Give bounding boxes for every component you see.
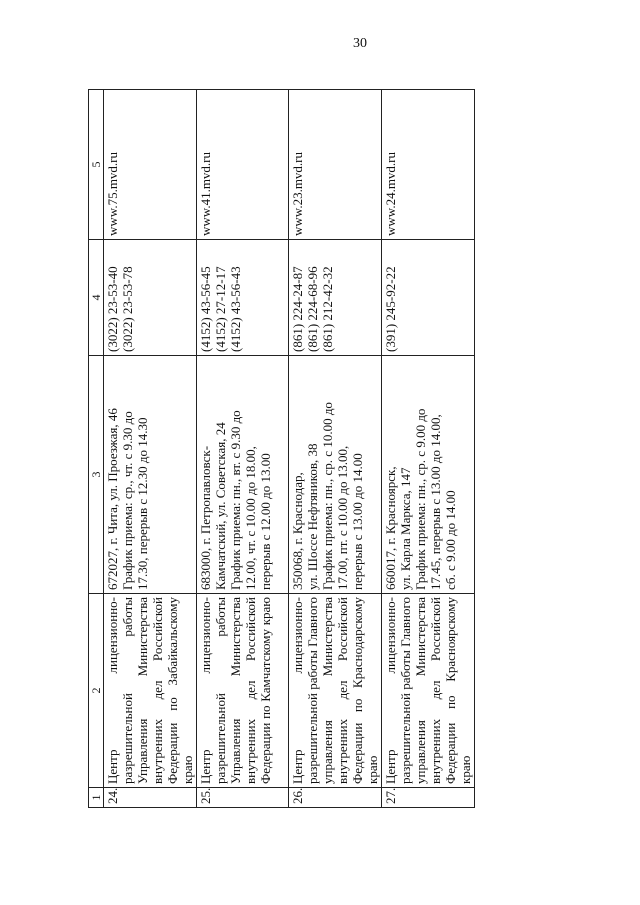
website-link[interactable]: www.24.mvd.ru <box>382 90 475 240</box>
address-line: сб. с 9.00 до 14.00 <box>443 490 458 590</box>
header-cell: 4 <box>89 240 104 356</box>
address-line: 12.00, чт. с 10.00 до 18.00, <box>243 446 258 590</box>
center-name: Центр лицензионно-разрешительной работы Управления Министерства внутренних дел Российской Федерации по Камчатскому краю <box>197 594 289 788</box>
phones <box>382 240 475 356</box>
website-link[interactable]: www.23.mvd.ru <box>289 90 382 240</box>
center-name: Центр лицензионно-разрешительной работы Главного управления Министерства внутренних дел Российской Федерации по Краснодарскому краю <box>289 594 382 788</box>
phone-number: (3022) 23-53-40 <box>105 266 120 352</box>
phones <box>289 240 382 356</box>
table-row <box>382 90 475 808</box>
phones <box>197 240 289 356</box>
address-schedule <box>289 356 382 594</box>
address-line: Камчатский, ул. Советская, 24 <box>213 422 228 590</box>
phone-number: (861) 224-68-96 <box>305 266 320 352</box>
header-cell: 2 <box>89 594 104 788</box>
phone-number: (4152) 27-12-17 <box>213 266 228 352</box>
phone-number: (4152) 43-56-45 <box>198 266 213 352</box>
address-line: 17.30, перерыв с 12.30 до 14.30 <box>135 417 150 590</box>
address-line: перерыв с 13.00 до 14.00 <box>350 453 365 590</box>
header-cell: 1 <box>89 788 104 808</box>
address-line: ул. Шоссе Нефтяников, 38 <box>305 443 320 590</box>
address-line: График приема: пн., вт. с 9.30 до <box>228 410 243 590</box>
header-cell: 3 <box>89 356 104 594</box>
center-name: Центр лицензионно-разрешительной работы Управления Министерства внутренних дел Российской Федерации по Забайкальскому краю <box>104 594 197 788</box>
website-link[interactable]: www.75.mvd.ru <box>104 90 197 240</box>
row-number: 26. <box>289 788 382 808</box>
address-schedule <box>382 356 475 594</box>
phone-number: (3022) 23-53-78 <box>120 266 135 352</box>
address-line: 660017, г. Красноярск, <box>383 466 398 590</box>
address-line: ул. Карла Маркса, 147 <box>398 467 413 590</box>
table-row <box>289 90 382 808</box>
address-line: 683000, г. Петропавловск- <box>198 445 213 590</box>
address-line: 17.45, перерыв с 13.00 до 14.00, <box>428 414 443 590</box>
address-line: 672027, г. Чита, ул. Проезжая, 46 <box>105 408 120 590</box>
phones <box>104 240 197 356</box>
address-schedule <box>197 356 289 594</box>
address-line: 17.00, пт. с 10.00 до 13.00, <box>335 445 350 590</box>
center-name: Центр лицензионно-разрешительной работы Главного управления Министерства внутренних дел Российской Федерации по Красноярскому краю <box>382 594 475 788</box>
table-row <box>104 90 197 808</box>
address-line: График приема: пн., ср. с 9.00 до <box>413 408 428 590</box>
address-line: График приема: ср., чт. с 9.30 до <box>120 411 135 590</box>
address-schedule <box>104 356 197 594</box>
phone-number: (861) 212-42-32 <box>320 266 335 352</box>
row-number: 24. <box>104 788 197 808</box>
row-number: 25. <box>197 788 289 808</box>
phone-number: (861) 224-24-87 <box>290 266 305 352</box>
header-cell: 5 <box>89 90 104 240</box>
address-line: 350068, г. Краснодар, <box>290 472 305 590</box>
page-number: 30 <box>353 36 367 51</box>
table-header-row <box>89 90 104 808</box>
table-row <box>197 90 289 808</box>
licensing-centers-table <box>88 89 475 808</box>
phone-number: (391) 245-92-22 <box>383 266 398 352</box>
website-link[interactable]: www.41.mvd.ru <box>197 90 289 240</box>
phone-number: (4152) 43-56-43 <box>228 266 243 352</box>
address-line: График приема: пн., ср. с 10.00 до <box>320 402 335 590</box>
address-line: перерыв с 12.00 до 13.00 <box>258 453 273 590</box>
row-number: 27. <box>382 788 475 808</box>
rotated-table-container <box>88 90 510 808</box>
